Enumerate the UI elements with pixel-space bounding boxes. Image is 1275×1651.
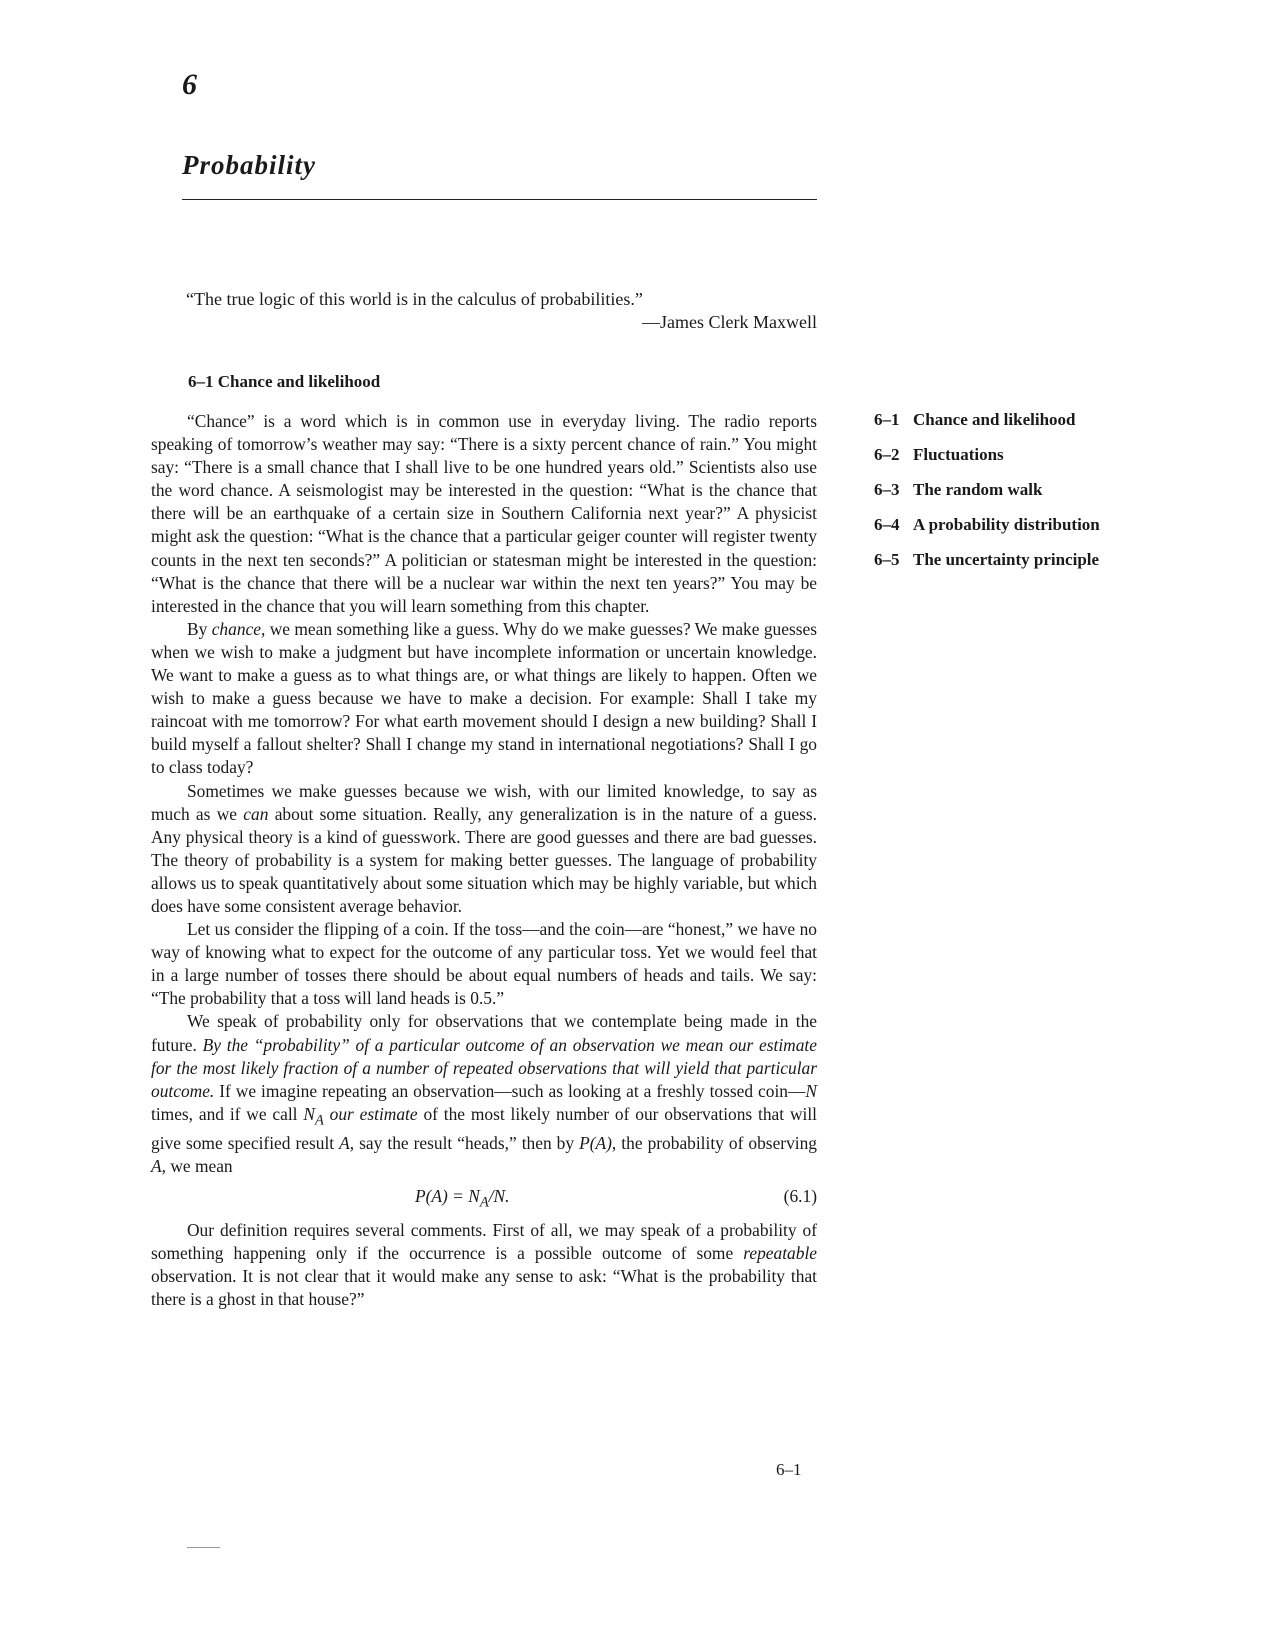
toc-item-number: 6–2	[874, 445, 900, 464]
toc-item	[874, 480, 1164, 515]
math-var: P(A)	[579, 1133, 612, 1154]
emphasis: repeatable	[743, 1242, 817, 1263]
toc-item-number: 6–1	[874, 410, 900, 429]
title-rule	[182, 199, 817, 200]
equation-rhs: /N.	[488, 1185, 510, 1206]
emphasis: our estimate	[323, 1103, 418, 1124]
math-subscript	[315, 1112, 324, 1128]
toc-item-number: 6–3	[874, 480, 900, 499]
math-var: N	[303, 1103, 315, 1124]
epigraph-quote: “The true logic of this world is in the calculus of probabilities.”	[186, 289, 643, 309]
text-run: Sometimes we make guesses because we wish, with our limited knowledge, to say as much as we	[151, 780, 817, 824]
math-var: A	[314, 1112, 324, 1129]
text-run: If we imagine repeating an observation—such as looking at a freshly tossed coin—	[214, 1080, 806, 1101]
chapter-number: 6	[182, 68, 197, 101]
text-run: , we mean something like a guess. Why do we make guesses? We make guesses when we wish to make a judgment but have incomplete information or uncertain knowledge. We want to make a guess as to what things are, or what things are likely to happen. Often we wish to make a guess because we have to make a decision. For example: Shall I take my raincoat with me tomorrow? For what earth movement should I design a new building? Shall I build myself a fallout shelter? Shall I change my stand in international negotiations? Shall I go to class today?	[151, 618, 817, 778]
math-var: A	[339, 1133, 350, 1154]
paragraph: “Chance” is a word which is in common use in everyday living. The radio reports speaking of tomorrow’s weather may say: “There is a sixty percent chance of rain.” You might say: “There is a small chance that I shall live to be one hundred years old.” Scientists also use the word chance. A seismologist may be interested in the question: “What is the chance that there will be an earthquake of a certain size in Southern California next year?” A physicist might ask the question: “What is the chance that a particular geiger counter will register twenty counts in the next ten seconds?” A politician or statesman might be interested in the question: “What is the chance that there will be a nuclear war within the next ten years?” You may be interested in the chance that you will learn something from this chapter.	[151, 411, 817, 616]
section-contents	[874, 410, 1164, 585]
paragraph	[151, 618, 817, 780]
math-var: A	[151, 1156, 162, 1177]
toc-item-label: Fluctuations	[913, 445, 1004, 464]
toc-item	[874, 445, 1164, 480]
toc-item	[874, 550, 1164, 585]
text-run: observation. It is not clear that it would make any sense to ask: “What is the probability that there is a ghost in that house?”	[151, 1265, 817, 1309]
section-heading: 6–1 Chance and likelihood	[188, 372, 381, 391]
toc-item-label: The uncertainty principle	[913, 550, 1100, 569]
paragraph	[151, 780, 817, 919]
paragraph: Let us consider the flipping of a coin. If the toss—and the coin—are “honest,” we have no way of knowing what to expect for the outcome of any particular toss. Yet we would feel that in a large number of tosses there should be about equal numbers of heads and tails. We say: “The probability that a toss will land heads is 0.5.”	[151, 919, 817, 1009]
emphasis: By the “probability” of a particular outcome of an observation we mean our estimate for the most likely fraction of a number of repeated observations that will yield that particular outcome.	[151, 1034, 817, 1101]
page-number: 6–1	[776, 1460, 802, 1479]
toc-item-number: 6–5	[874, 550, 900, 569]
text-run: about some situation. Really, any generalization is in the nature of a guess. Any physical theory is a kind of guesswork. There are good guesses and there are bad guesses. The theory of probability is a system for making better guesses. The language of probability allows us to speak quantitatively about some situation which may be highly variable, but which does have some consistent average behavior.	[151, 803, 817, 916]
epigraph-attribution: —James Clerk Maxwell	[642, 312, 817, 332]
equation-lhs: P(A) = N	[415, 1185, 480, 1206]
text-run: We speak of probability only for observations that we contemplate being made in the future.	[151, 1011, 817, 1055]
toc-item-label: The random walk	[913, 480, 1043, 499]
emphasis: chance	[211, 618, 261, 639]
footer-rule	[187, 1547, 220, 1548]
text-run: Our definition requires several comments. First of all, we may speak of a probability of something happening only if the occurrence is a possible outcome of some	[151, 1219, 817, 1263]
text-run: times, and if we call	[151, 1103, 304, 1124]
epigraph	[186, 288, 817, 334]
toc-item-number: 6–4	[874, 515, 900, 534]
toc-item	[874, 515, 1164, 550]
chapter-title: Probability	[182, 150, 316, 180]
equation	[151, 1181, 817, 1213]
text-run: , the probability of observing	[611, 1133, 817, 1154]
equation-expression	[415, 1185, 510, 1215]
equation-subscript: A	[479, 1194, 489, 1211]
text-run: By	[187, 618, 212, 639]
toc-item	[874, 410, 1164, 445]
toc-item-label: Chance and likelihood	[913, 410, 1076, 429]
paragraph	[151, 1219, 817, 1311]
body-text	[151, 410, 817, 1311]
math-var: N	[805, 1080, 817, 1101]
toc-item-label: A probability distribution	[913, 515, 1100, 534]
text-run: of the most likely number of our observations that will give some specified result	[151, 1103, 817, 1154]
text-run: , we mean	[161, 1156, 233, 1177]
text-run: , say the result “heads,” then by	[349, 1133, 580, 1154]
paragraph	[151, 1010, 817, 1178]
equation-number: (6.1)	[783, 1185, 817, 1206]
emphasis: can	[243, 803, 269, 824]
